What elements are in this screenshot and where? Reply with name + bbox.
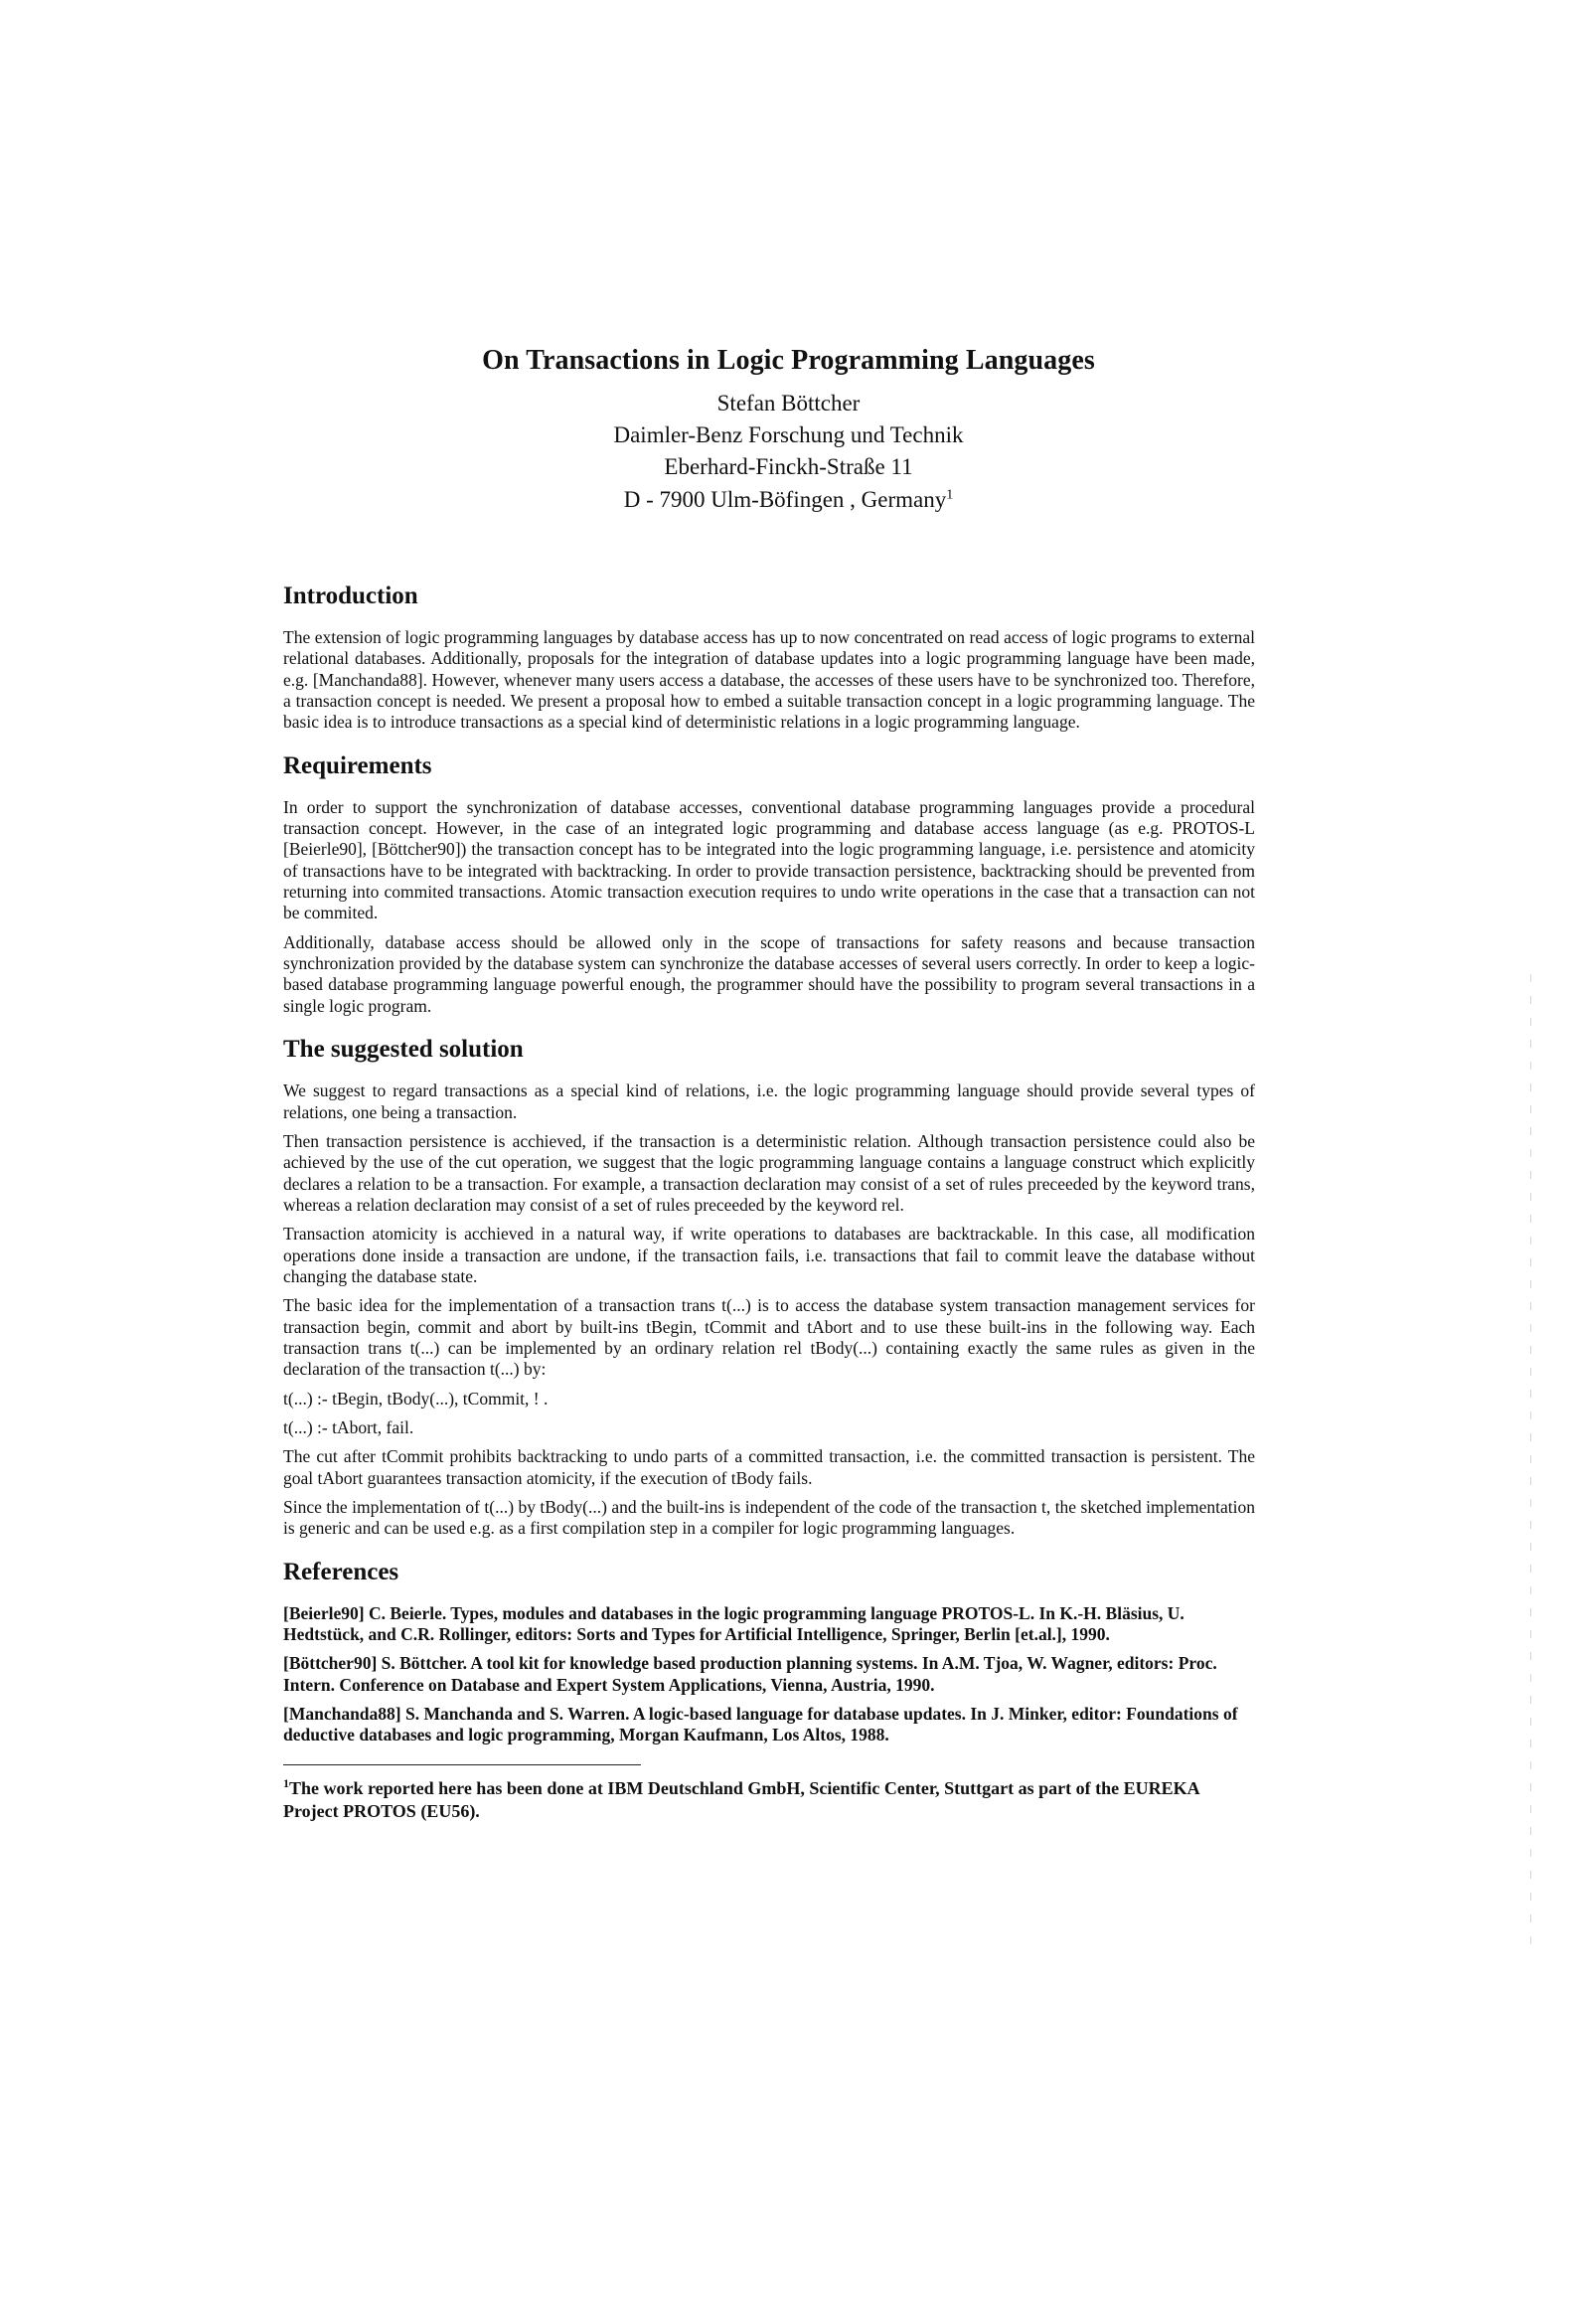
footnote-marker-title: 1	[946, 486, 954, 502]
section-references	[283, 1558, 1255, 1746]
paper-title: On Transactions in Logic Programming Languages	[482, 345, 1095, 376]
paragraph: The extension of logic programming languages by database access has up to now concentrated on read access of logic programs to external relational databases. Additionally, proposals for the integration of database updates into a logic programming language have been made, e.g. [Manchanda88]. However, whenever many users access a database, the accesses of these users have to be synchronized too. Therefore, a transaction concept is needed. We present a proposal how to embed a suitable transaction concept in a logic programming language. The basic idea is to introduce transactions as a special kind of deterministic relations in a logic programming language.	[283, 627, 1255, 733]
reference-item: [Böttcher90] S. Böttcher. A tool kit for knowledge based production planning systems. In A.M. Tjoa, W. Wagner, editors: Proc. Intern. Conference on Database and Expert System Applications, Vienna, Austria, 1990.	[283, 1653, 1217, 1695]
section-heading-solution: The suggested solution	[283, 1036, 524, 1064]
paragraph: In order to support the synchronization of database accesses, conventional database programming languages provide a procedural transaction concept. However, in the case of an integrated logic programming and database access language (as e.g. PROTOS-L [Beierle90], [Böttcher90]) the transaction concept has to be integrated into the logic programming language, i.e. persistence and atomicity of transactions have to be integrated with backtracking. In order to provide transaction persistence, backtracking should be prevented from returning into commited transactions. Atomic transaction execution requires to undo write operations in the case that a transaction can not be commited.	[283, 796, 1255, 923]
paragraph: Transaction atomicity is acchieved in a natural way, if write operations to databases are backtrackable. In this case, all modification operations done inside a transaction are undone, if the transaction fails, i.e. transactions that fail to commit leave the database without changing the database state.	[283, 1224, 1255, 1286]
footnote	[283, 1777, 1255, 1824]
scan-artifact	[1530, 974, 1531, 1948]
reference-item: [Manchanda88] S. Manchanda and S. Warren. A logic-based language for database updates. In J. Minker, editor: Foundations of deductive databases and logic programming, Morgan Kaufmann, Los Altos, 1988.	[283, 1704, 1238, 1745]
paragraph: The cut after tCommit prohibits backtracking to undo parts of a committed transaction, i.e. the committed transaction is persistent. The goal tAbort guarantees transaction atomicity, if the execution of tBody fails.	[283, 1446, 1255, 1488]
section-introduction	[283, 581, 1255, 734]
code-line: t(...) :- tAbort, fail.	[283, 1416, 414, 1437]
author-address-city	[0, 484, 1577, 516]
section-heading-references: References	[283, 1558, 399, 1585]
author-affiliation: Daimler-Benz Forschung und Technik	[613, 422, 964, 448]
reference-item: [Beierle90] C. Beierle. Types, modules and databases in the logic programming language PROTOS-L. In K.-H. Bläsius, U. Hedtstück, and C.R. Rollinger, editors: Sorts and Types for Artificial Intelligence, Springer, Berlin [et.al.], 1990.	[283, 1602, 1184, 1645]
author-name: Stefan Böttcher	[716, 391, 861, 415]
section-heading-requirements: Requirements	[283, 751, 432, 779]
footnote-divider	[283, 1764, 641, 1765]
section-requirements	[283, 751, 1255, 1017]
section-solution	[283, 1035, 1255, 1540]
author-address-city-text: D - 7900 Ulm-Böfingen , Germany	[623, 486, 947, 512]
author-address-street: Eberhard-Finckh-Straße 11	[664, 454, 913, 480]
section-heading-introduction: Introduction	[283, 582, 418, 609]
paragraph: Since the implementation of t(...) by tBody(...) and the built-ins is independent of the code of the transaction t, the sketched implementation is generic and can be used e.g. as a first compilation step in a compiler for logic programming languages.	[283, 1497, 1255, 1539]
paragraph: The basic idea for the implementation of a transaction trans t(...) is to access the database system transaction management services for transaction begin, commit and abort by built-ins tBegin, tCommit and tAbort and to use these built-ins in the following way. Each transaction trans t(...) can be implemented by an ordinary relation rel tBody(...) containing exactly the same rules as given in the declaration of the transaction t(...) by:	[283, 1295, 1255, 1380]
code-line: t(...) :- tBegin, tBody(...), tCommit, ! .	[283, 1388, 549, 1409]
footnote-marker: 1	[283, 1775, 289, 1790]
paper-body	[283, 581, 1255, 1824]
paragraph: Then transaction persistence is acchieved, if the transaction is a deterministic relation. Although transaction persistence could also be achieved by the use of the cut operation, we suggest that the logic programming language contains a language construct which explicitly declares a relation to be a transaction. For example, a transaction declaration may consist of a set of rules preceeded by the keyword trans, whereas a relation declaration may consist of a set of rules preceeded by the keyword rel.	[283, 1130, 1255, 1215]
paragraph: Additionally, database access should be allowed only in the scope of transactions for safety reasons and because transaction synchronization provided by the database system can synchronize the database accesses of several users correctly. In order to keep a logic-based database programming language powerful enough, the programmer should have the possibility to program several transactions in a single logic program.	[283, 931, 1255, 1016]
footnote-text: The work reported here has been done at IBM Deutschland GmbH, Scientific Center, Stuttgart as part of the EUREKA Project PROTOS (EU56).	[283, 1777, 1199, 1822]
paragraph: We suggest to regard transactions as a special kind of relations, i.e. the logic programming language should provide several types of relations, one being a transaction.	[283, 1080, 1255, 1122]
title-block	[0, 343, 1577, 516]
